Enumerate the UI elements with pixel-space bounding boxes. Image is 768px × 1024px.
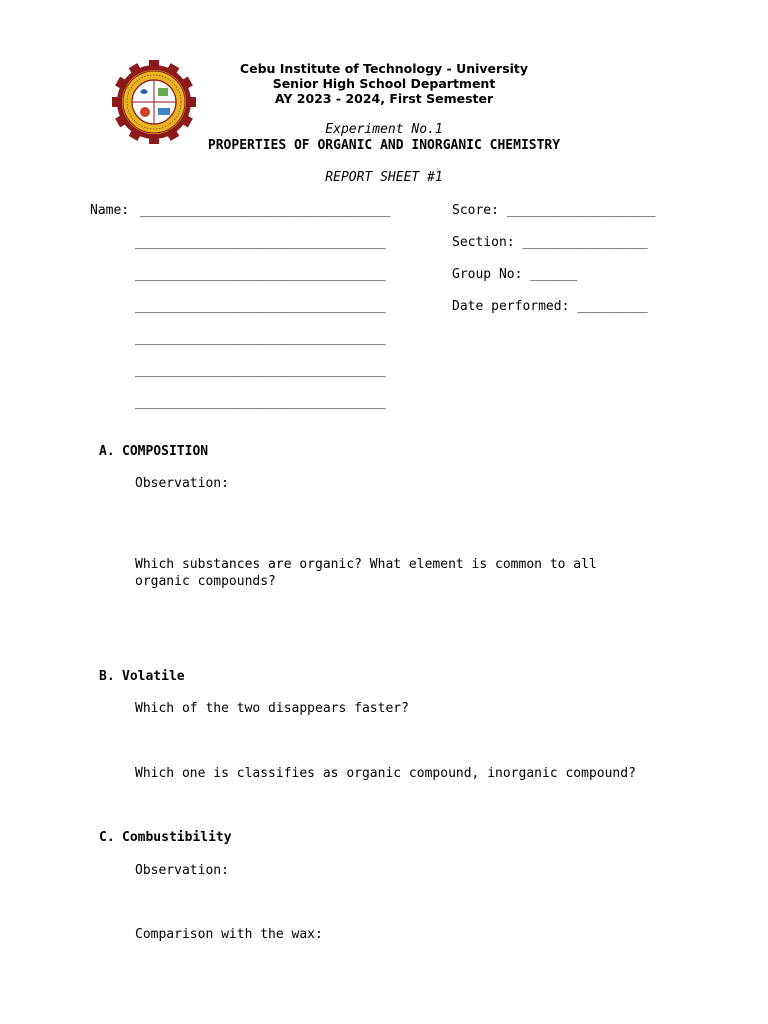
academic-year: AY 2023 - 2024, First Semester bbox=[274, 91, 494, 106]
member-blank[interactable]: ________________________________ bbox=[135, 363, 386, 378]
name-blank[interactable]: ________________________________ bbox=[140, 203, 391, 218]
member-blank[interactable]: ________________________________ bbox=[135, 331, 386, 346]
experiment-number: Experiment No.1 bbox=[325, 122, 443, 137]
report-sheet-title: REPORT SHEET #1 bbox=[325, 170, 443, 185]
section-b-question2: Which one is classifies as organic compound, inorganic compound? bbox=[135, 766, 636, 781]
member-blank[interactable]: ________________________________ bbox=[135, 395, 386, 410]
member-blank[interactable]: ________________________________ bbox=[135, 267, 386, 282]
experiment-title: PROPERTIES OF ORGANIC AND INORGANIC CHEMISTRY bbox=[207, 138, 561, 153]
section-b-title: Volatile bbox=[122, 669, 185, 684]
member-blank[interactable]: ________________________________ bbox=[135, 235, 386, 250]
score-field[interactable]: Score: ___________________ bbox=[452, 203, 656, 218]
section-a-question-line2: organic compounds? bbox=[135, 574, 276, 589]
section-b-question1: Which of the two disappears faster? bbox=[135, 701, 409, 716]
institution-name: Cebu Institute of Technology - University bbox=[239, 61, 529, 76]
section-b-letter: B. bbox=[99, 669, 115, 684]
section-a-title: COMPOSITION bbox=[122, 444, 209, 459]
section-c-title: Combustibility bbox=[122, 830, 232, 845]
date-performed-field[interactable]: Date performed: _________ bbox=[452, 299, 648, 314]
name-label: Name: bbox=[90, 203, 130, 218]
section-a-observation: Observation: bbox=[135, 476, 229, 491]
department-name: Senior High School Department bbox=[272, 76, 496, 91]
group-number-field[interactable]: Group No: ______ bbox=[452, 267, 578, 282]
section-a-question-line1: Which substances are organic? What element is common to all bbox=[135, 557, 597, 572]
section-c-letter: C. bbox=[99, 830, 115, 845]
section-c-comparison: Comparison with the wax: bbox=[135, 927, 323, 942]
section-c-observation: Observation: bbox=[135, 863, 229, 878]
member-blank[interactable]: ________________________________ bbox=[135, 299, 386, 314]
section-a-letter: A. bbox=[99, 444, 115, 459]
section-field[interactable]: Section: ________________ bbox=[452, 235, 648, 250]
